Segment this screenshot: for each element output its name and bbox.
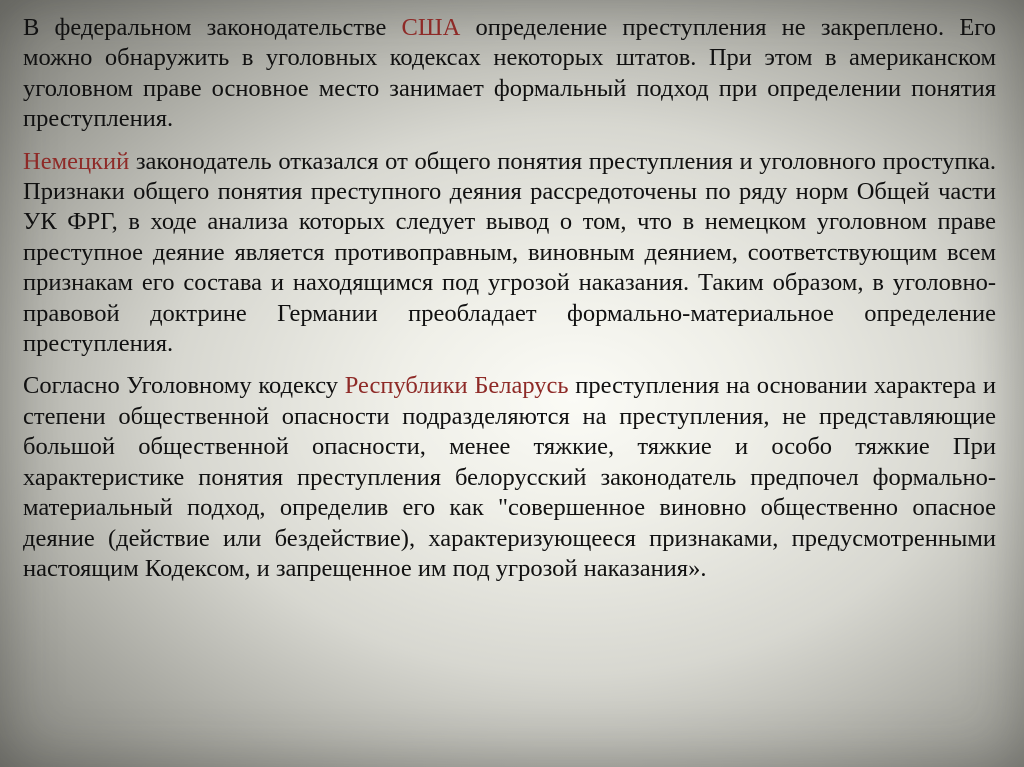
paragraph-belarus-text-start: Согласно Уголовному кодексу [23,372,345,400]
slide-body [23,13,996,596]
paragraph-usa-text-end: определение преступления не закреплено. Его можно обнаружить в уголовных кодексах некоторых штатов. При этом в американском уголовном праве основное место занимает формальный подход при определении понятия преступления. [23,14,996,133]
highlight-usa: США [401,14,461,41]
highlight-germany: Немецкий [23,147,130,175]
paragraph-usa [23,13,996,135]
paragraph-belarus-text-end: преступления на основании характера и степени общественной опасности подразделяются на преступления, не представляющие большой общественной опасности, менее тяжкие, тяжкие и особо тяжкие При характеристике понятия преступления белорусский законодатель предпочел формально-материальный подход, определив его как "совершенное виновно общественно опасное деяние (действие или бездействие), характеризующееся признаками, предусмотренными настоящим Кодексом, и запрещенное им под угрозой наказания». [23,372,996,582]
paragraph-usa-text-start: В федеральном законодательстве [23,14,402,41]
paragraph-germany [23,147,996,360]
paragraph-germany-text-end: законодатель отказался от общего понятия преступления и уголовного проступка. Признаки общего понятия преступного деяния рассредоточены по ряду норм Общей части УК ФРГ, в ходе анализа которых следует вывод о том, что в немецком уголовном праве преступное деяние является противоправным, виновным деянием, соответствующим всем признакам его состава и находящимся под угрозой наказания. Таким образом, в уголовно-правовой доктрине Германии преобладает формально-материальное определение преступления. [23,147,996,358]
paragraph-belarus [23,371,996,584]
highlight-belarus: Республики Беларусь [344,372,569,400]
